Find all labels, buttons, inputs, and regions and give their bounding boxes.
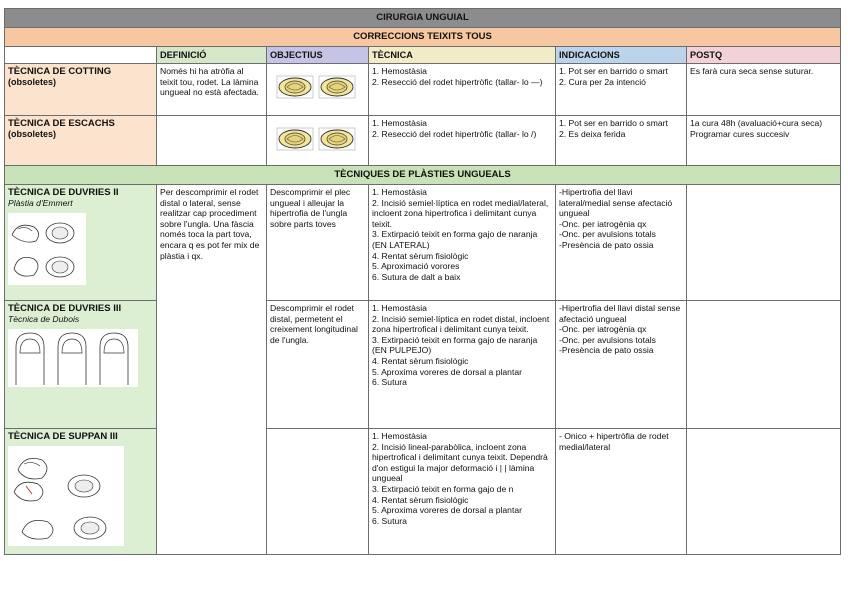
definicio-cell	[157, 116, 267, 166]
header-objectius: OBJECTIUS	[267, 47, 369, 64]
postq-cell	[687, 64, 841, 116]
technique-cell	[5, 116, 157, 166]
indicacions-text: 1. Pot ser en barrido o smart 2. Cura per 2a intenció	[559, 66, 668, 87]
indicacions-text: 1. Pot ser en barrido o smart 2. Es deixa ferida	[559, 118, 668, 139]
indicacions-text: -Hipertrofia del llavi distal sense afectació ungueal -Onc. per iatrogènia qx -Onc. per avulsions totals -Presència de pato ossia	[559, 303, 681, 356]
objectius-cell: Descomprimir el rodet distal, permetent el creixement longitudinal de l'ungla.	[267, 301, 369, 429]
tecnica-cell	[369, 185, 556, 301]
technique-cell	[5, 185, 157, 301]
indicacions-text: -Hipertrofia del llavi lateral/medial sense afectació ungueal -Onc. per iatrogènia qx -Onc. per avulsions totals -Presència de pato ossia	[559, 187, 673, 250]
technique-note: (obsoletes)	[8, 129, 57, 139]
tecnica-cell	[369, 64, 556, 116]
table-row-duvries-iii	[5, 301, 841, 429]
indicacions-cell	[556, 185, 687, 301]
toe-sketch-icon	[8, 446, 124, 546]
objectius-cell	[267, 116, 369, 166]
table-row-duvries-ii	[5, 185, 841, 301]
technique-cell	[5, 64, 157, 116]
header-definicio: DEFINICIÓ	[157, 47, 267, 64]
indicacions-text: - Onico + hipertròfia de rodet medial/lateral	[559, 431, 669, 452]
objectius-cell	[267, 64, 369, 116]
technique-cell	[5, 301, 157, 429]
technique-subtitle: Tècnica de Dubois	[8, 314, 80, 324]
toe-sketch-icon	[8, 213, 86, 285]
tecnica-text: 1. Hemostàsia 2. Incisió semiel·líptica en rodet distal, incloent zona hipertrofical i delimitant cunya teixit. 3. Extirpació teixit en forma gajo de naranja (EN PULPEJO) 4. Rentat sèrum fisiològic 5. Aproxima voreres de dorsal a plantar 6. Sutura	[372, 303, 550, 388]
postq-cell	[687, 116, 841, 166]
header-tecnica: TÈCNICA	[369, 47, 556, 64]
indicacions-cell	[556, 64, 687, 116]
nail-cross-section-icon	[276, 126, 314, 152]
nail-illustrations	[276, 74, 365, 100]
section-soft-tissue: CORRECCIONS TEIXITS TOUS	[5, 28, 841, 47]
tecnica-text: 1. Hemostàsia 2. Incisió lineal-parabòlica, incloent zona hipertrofical i delimitant cunya teixit. Dependrà d'on estigui la major deformació i | | làmina ungueal 3. Extirpació teixit en forma gajo de n 4. Rentat sèrum fisiològic 5. Aproxima voreres de dorsal a plantar 6. Sutura	[372, 431, 548, 526]
indicacions-cell	[556, 429, 687, 555]
indicacions-cell	[556, 116, 687, 166]
surgery-table	[4, 8, 841, 555]
tecnica-text: 1. Hemostàsia 2. Resecció del rodet hipertròfic (tallar- lo /)	[372, 118, 537, 139]
technique-subtitle: Plàstia d'Emmert	[8, 198, 73, 208]
nail-illustrations	[276, 126, 365, 152]
postq-text: Es farà cura seca sense suturar.	[690, 66, 814, 76]
table-row-suppan-iii	[5, 429, 841, 555]
tecnica-text: 1. Hemostàsia 2. Resecció del rodet hipertròfic (tallar- lo —)	[372, 66, 543, 87]
technique-name: TÈCNICA DE ESCACHS	[8, 118, 115, 129]
table-row-cotting	[5, 64, 841, 116]
technique-note: (obsoletes)	[8, 77, 57, 87]
technique-cell	[5, 429, 157, 555]
technique-name: TÈCNICA DE SUPPAN III	[8, 431, 118, 442]
tecnica-cell	[369, 429, 556, 555]
postq-cell	[687, 185, 841, 301]
nail-cross-section-icon	[318, 74, 356, 100]
definicio-cell: Només hi ha atròfia al teixit tou, rodet. La làmina ungueal no està afectada.	[157, 64, 267, 116]
tecnica-cell	[369, 116, 556, 166]
tecnica-text: 1. Hemostàsia 2. Incisió semiel·líptica en rodet medial/lateral, incloent zona hipertrofica i delimitant cunya teixit. 3. Extirpació teixit en forma gajo de naranja (EN LATERAL) 4. Rentat sèrum fisiològic 5. Aproximació vorores 6. Sutura de dalt a baix	[372, 187, 549, 282]
header-indicacions: INDICACIONS	[556, 47, 687, 64]
table-title: CIRURGIA UNGUIAL	[5, 9, 841, 28]
nail-cross-section-icon	[276, 74, 314, 100]
objectius-cell: Descomprimir el plec ungueal i alleujar la hipertrofia de l'ungla sobre parts toves	[267, 185, 369, 301]
postq-cell	[687, 429, 841, 555]
technique-name: TÈCNICA DE COTTING	[8, 66, 112, 77]
nail-cross-section-icon	[318, 126, 356, 152]
objectius-cell	[267, 429, 369, 555]
header-empty	[5, 47, 157, 64]
technique-name: TÈCNICA DE DUVRIES II	[8, 187, 119, 198]
definicio-cell: Per descomprimir el rodet distal o lateral, sense realitzar cap procediment sobre l'ungla. Una fàscia només toca la part tova, encara q es pot fer mix de plàstia i qx.	[157, 185, 267, 555]
tecnica-cell	[369, 301, 556, 429]
header-postq: POSTQ	[687, 47, 841, 64]
postq-text: 1a cura 48h (avaluació+cura seca) Programar cures succesiv	[690, 118, 823, 139]
technique-name: TÈCNICA DE DUVRIES III	[8, 303, 122, 314]
indicacions-cell	[556, 301, 687, 429]
toe-sketch-icon	[8, 329, 138, 387]
section-nail-plasty: TÈCNIQUES DE PLÀSTIES UNGUEALS	[5, 166, 841, 185]
header-row	[5, 47, 841, 64]
postq-cell	[687, 301, 841, 429]
table-row-escachs	[5, 116, 841, 166]
